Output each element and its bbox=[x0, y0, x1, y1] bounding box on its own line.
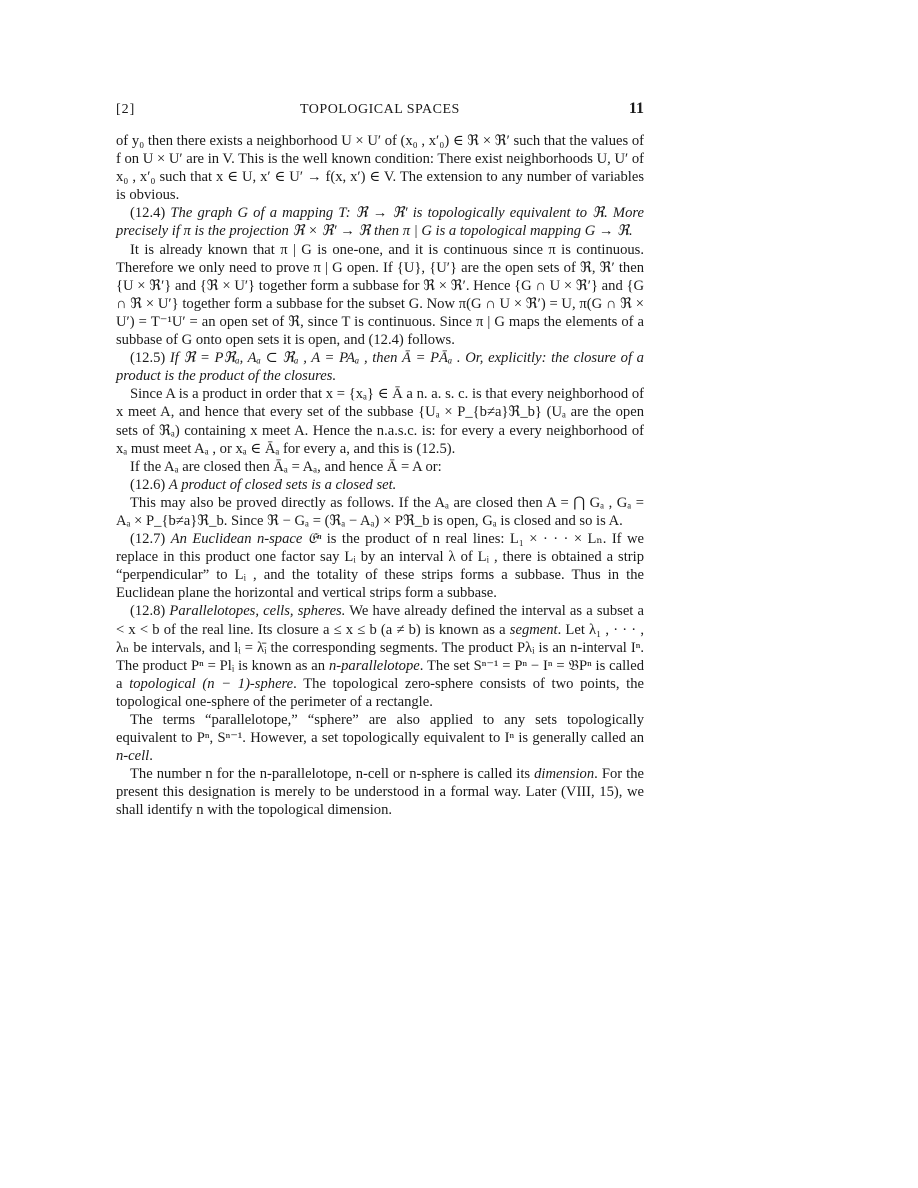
body-text bbox=[116, 132, 644, 820]
paragraph bbox=[116, 132, 644, 204]
paragraph bbox=[116, 530, 644, 602]
running-title: TOPOLOGICAL SPACES bbox=[300, 102, 460, 117]
text-run: The terms “parallelotope,” “sphere” are also applied to any sets topologically equivalent to Pⁿ, Sⁿ⁻¹. However, a set topologically equivalent to Iⁿ is generally called an bbox=[116, 712, 644, 747]
book-page bbox=[116, 98, 644, 820]
paragraph bbox=[116, 204, 644, 240]
text-run: . For the present this designation is merely to be understood in a formal way. Later (VIII, 15), we shall identify n with the topological dimension. bbox=[116, 766, 644, 819]
italic-text: n-parallelotope bbox=[328, 657, 420, 674]
text-run: . The set Sⁿ⁻¹ = Pⁿ − Iⁿ = 𝔅Pⁿ is called a bbox=[116, 657, 644, 692]
page-number: 11 bbox=[628, 100, 644, 117]
text-run: This may also be proved directly as follows. If the Aₐ are closed then A = ⋂ Gₐ , Gₐ = Aₐ × P_{b≠a}ℜ_b. Since ℜ − Gₐ = (ℜₐ − Aₐ) × Pℜ_b is open, Gₐ is closed and so is A. bbox=[116, 494, 644, 529]
italic-text: n-cell bbox=[116, 748, 150, 765]
text-run: It is already known that π | G is one-one, and it is continuous since π is continuous. Therefore we only need to prove π | G open. If {U}, {U′} are the open sets of ℜ, ℜ′ then {U × ℜ′} and {ℜ × U′} together form a subbase for ℜ × ℜ′. Hence {G ∩ U × ℜ′} and {G ∩ ℜ × U′} together form a subbase for the subset G. Now π(G ∩ U × ℜ′) = U, π(G ∩ ℜ × U′) = T⁻¹U′ = an open set of ℜ, since T is continuous. Since π | G maps the elements of a subbase of G onto open sets it is open, and (12.4) follows. bbox=[116, 241, 644, 349]
text-run: Since A is a product in order that x = {xₐ} ∈ Ā a n. a. s. c. is that every neighborhood of x meet A, and hence that every set of the subbase {Uₐ × P_{b≠a}ℜ_b} (Uₐ are the open sets of ℜₐ) containing x meet A. Hence the n.a.s.c. is: for every a every neighborhood of xₐ must meet Aₐ , or xₐ ∈ Āₐ for every a, and this is (12.5). bbox=[116, 386, 644, 457]
italic-text: topological (n − 1)-sphere bbox=[129, 675, 294, 692]
text-run: (12.8) bbox=[130, 603, 170, 620]
text-run: (12.5) bbox=[130, 350, 170, 367]
paragraph bbox=[116, 494, 644, 530]
italic-text: An Euclidean n-space 𝔈ⁿ bbox=[170, 531, 322, 548]
italic-text: A product of closed sets is a closed set. bbox=[168, 476, 397, 493]
text-run: of y₀ then there exists a neighborhood U × U′ of (x₀ , x′₀) ∈ ℜ × ℜ′ such that the values of f on U × U′ are in V. This is the well known condition: There exist neighborhoods U, U′ of x₀ , x′₀ such that x ∈ U, x′ ∈ U′ → f(x, x′) ∈ V. The extension to any number of variables is obvious. bbox=[116, 133, 644, 204]
text-run: is the product of n real lines: L₁ × · · · × Lₙ. If we replace in this product one factor say Lᵢ by an interval λ of Lᵢ , there is obtained a strip “perpendicular” to Lᵢ , and the totality of these strips forms a subbase. Thus in the Euclidean plane the horizontal and vertical strips form a subbase. bbox=[116, 531, 644, 602]
italic-text: The graph G of a mapping T: ℜ → ℜ′ is topologically equivalent to ℜ. More precisely if π is the projection ℜ × ℜ′ → ℜ then π | G is a topological mapping G → ℜ. bbox=[116, 205, 644, 240]
italic-text: If ℜ = Pℜₐ, Aₐ ⊂ ℜₐ , A = PAₐ , then Ā = PĀₐ . Or, explicitly: the closure of a product is the product of the closures. bbox=[116, 350, 644, 385]
paragraph bbox=[116, 765, 644, 819]
text-run: . bbox=[149, 748, 153, 765]
paragraph bbox=[116, 241, 644, 350]
text-run: We have already defined the interval as a subset a < x < b of the real line. Its closure a ≤ x ≤ b (a ≠ b) is known as a bbox=[116, 603, 644, 638]
section-marker: [2] bbox=[116, 102, 136, 117]
text-run: (12.6) bbox=[130, 476, 169, 493]
paragraph bbox=[116, 602, 644, 711]
text-run: If the Aₐ are closed then Āₐ = Aₐ, and hence Ā = A or: bbox=[130, 458, 442, 475]
italic-text: dimension bbox=[534, 766, 595, 783]
paragraph bbox=[116, 385, 644, 457]
text-run: . The topological zero-sphere consists of two points, the topological one-sphere of the perimeter of a rectangle. bbox=[116, 675, 644, 710]
italic-text: segment bbox=[509, 621, 558, 638]
running-header bbox=[116, 98, 644, 122]
paragraph bbox=[116, 711, 644, 765]
text-run: (12.4) bbox=[130, 205, 171, 222]
paragraph bbox=[116, 349, 644, 385]
paragraph bbox=[116, 476, 644, 494]
paragraph bbox=[116, 458, 644, 476]
text-run: The number n for the n-parallelotope, n-cell or n-sphere is called its bbox=[130, 766, 535, 783]
text-run: . Let λ₁ , · · · , λₙ be intervals, and lᵢ = λ̄ᵢ the corresponding segments. The product Pλᵢ is an n-interval Iⁿ. The product Pⁿ = Plᵢ is known as an bbox=[116, 621, 644, 674]
text-run: (12.7) bbox=[130, 531, 171, 548]
italic-text: Parallelotopes, cells, spheres. bbox=[169, 603, 346, 620]
